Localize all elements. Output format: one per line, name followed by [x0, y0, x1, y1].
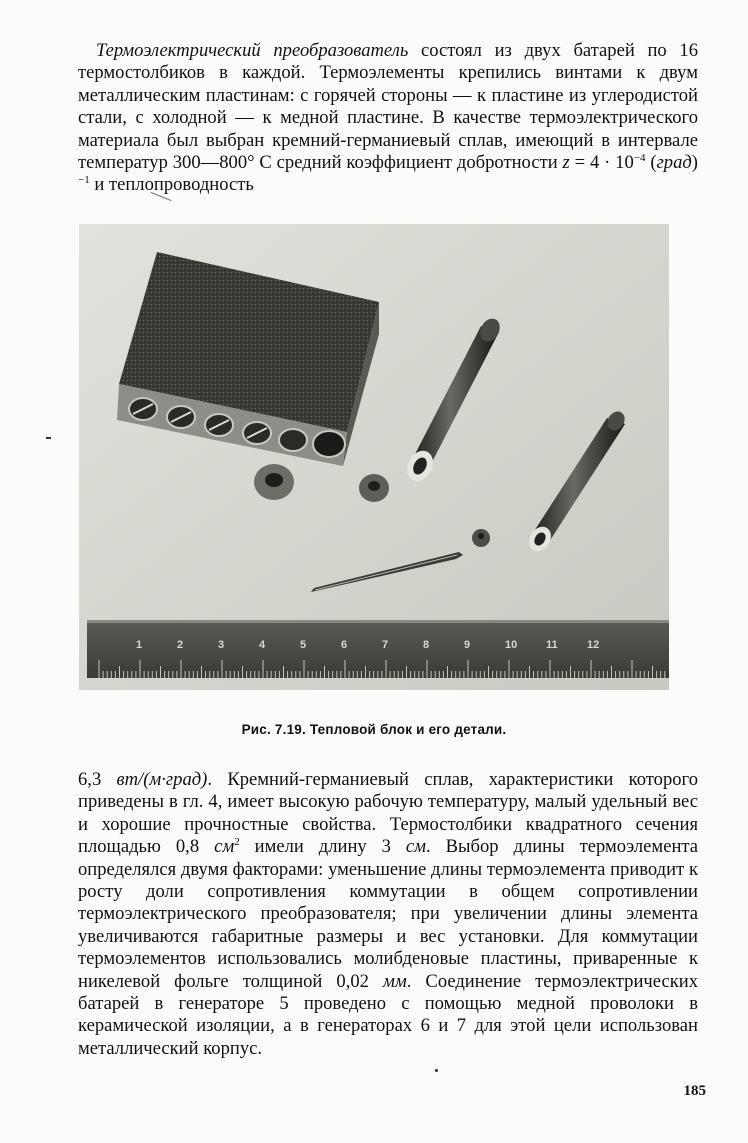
- text-run: и теплопроводность: [89, 174, 254, 196]
- ruler-number: 7: [382, 639, 389, 651]
- unit-grad: град: [656, 152, 692, 174]
- text-run: = 4 · 10: [569, 152, 634, 174]
- ruler-number: 8: [423, 639, 430, 651]
- text-run: (: [645, 152, 657, 174]
- ruler: [87, 620, 669, 678]
- paragraph-thermoelectric-converter: [78, 40, 698, 197]
- figure-caption: Рис. 7.19. Тепловой блок и его детали.: [241, 722, 507, 737]
- ruler-number: 4: [259, 639, 266, 651]
- text-run: . Кремний-германиевый сплав, характеристики которого приведены в гл. 4, имеет высокую рабочую температуру, малый удельный вес и хорошие прочностные свойства. Термостолбики квадратного сечения площадью 0,8: [78, 769, 699, 858]
- text-run: состоял из двух батарей по 16 термостолбиков в каждой. Термоэлементы крепились винтами к двум металлическим пластинам: с горячей стороны — к пластине из углеродистой стали, с холодной — к медной пластине. В качестве термоэлектрического материала был выбран кремний-германиевый сплав, имеющий в интервале температур 300—800° С средний коэффициент добротности: [78, 40, 699, 174]
- text-run: . Выбор длины термоэлемента определялся двумя факторами: уменьшение длины термоэлемента приводит к росту доли сопротивления коммутации в общем сопротивлении термоэлектрического преобразователя; при увеличении длины элемента увеличиваются габаритные размеры и вес установки. Для коммутации термоэлементов использовались молибденовые пластины, приваренные к никелевой фольге толщиной 0,02: [78, 836, 699, 992]
- exponent: 2: [234, 836, 240, 849]
- text-run: . Соединение термоэлектрических батарей в генераторе 5 проведено с помощью медной проволоки в керамической изоляции, а в генераторах 6 и 7 для этой цели использован металлический корпус.: [78, 970, 698, 1059]
- margin-tick: [46, 437, 51, 439]
- text-run: ): [691, 152, 698, 174]
- symbol-z: z: [562, 152, 570, 174]
- text-run: 6,3: [78, 769, 117, 790]
- ruler-number: 9: [464, 639, 471, 651]
- speck: [435, 1069, 438, 1072]
- unit-mm: мм: [383, 970, 407, 992]
- ruler-number: 5: [300, 639, 307, 651]
- ruler-number: 11: [546, 639, 558, 651]
- unit-cm: см: [405, 836, 427, 858]
- unit-conductivity: вт/(м·град): [116, 769, 208, 790]
- exponent: −4: [633, 152, 646, 165]
- page-number: 185: [683, 1083, 706, 1099]
- ruler-number: 6: [341, 639, 348, 651]
- ruler-number: 12: [587, 639, 600, 651]
- text-run: имели длину 3: [239, 836, 406, 858]
- term-italic: Термоэлектрический преобразователь: [96, 40, 409, 61]
- ruler-number: 2: [177, 639, 184, 651]
- unit-cm: см: [214, 836, 235, 858]
- ruler-number: 3: [218, 639, 225, 651]
- ruler-number: 10: [505, 639, 518, 651]
- figure-photo: [79, 224, 669, 690]
- thermal-block-photo: [79, 224, 669, 690]
- paragraph-alloy-properties: [78, 769, 698, 1060]
- exponent: −1: [78, 174, 90, 187]
- ruler-number: 1: [136, 639, 143, 651]
